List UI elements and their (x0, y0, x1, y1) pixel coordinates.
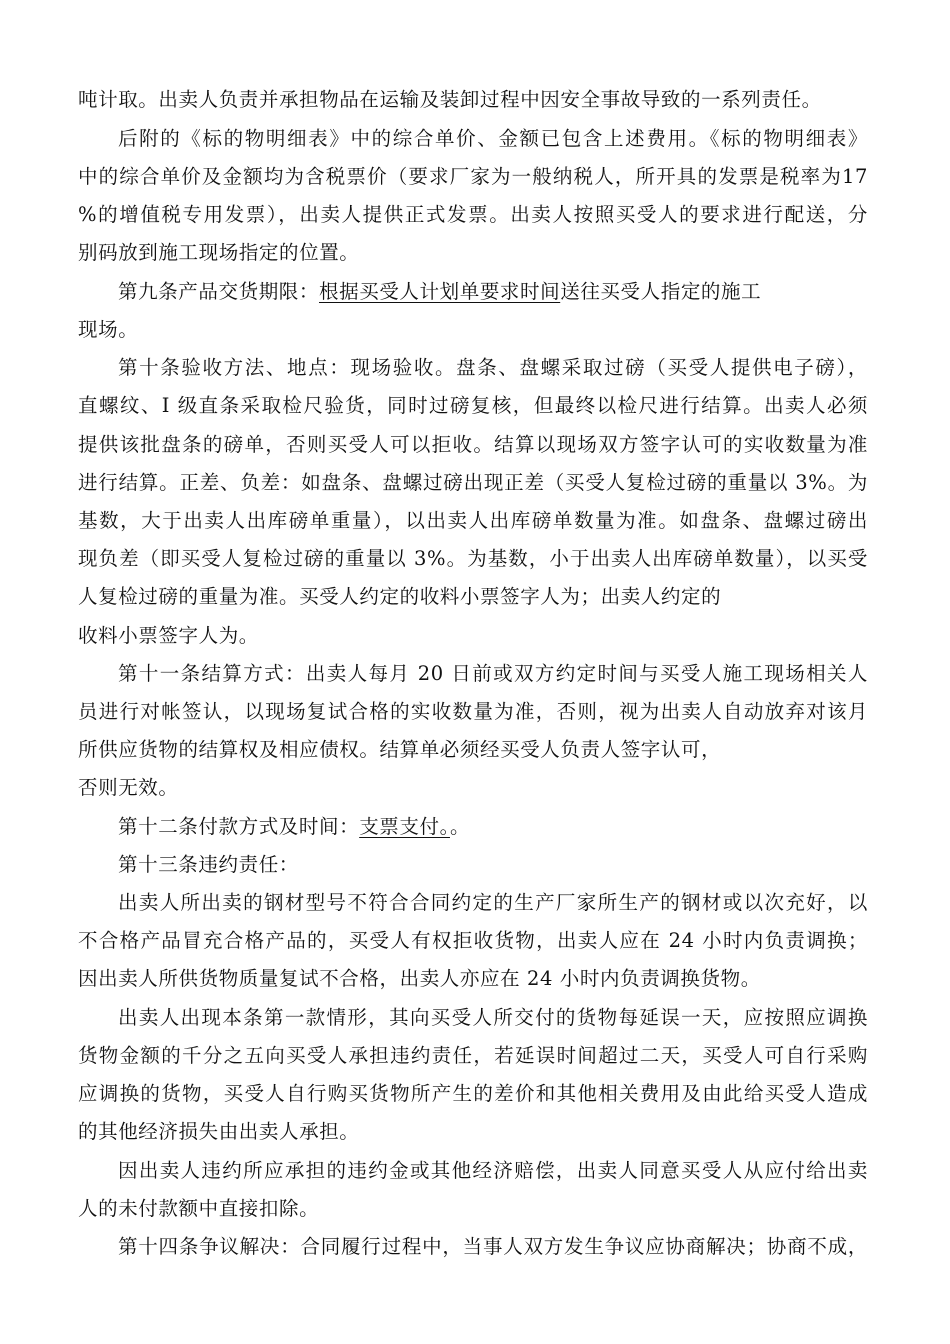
article-9-underlined-term: 根据买受人计划单要求时间 (319, 280, 561, 303)
paragraph-line: 别码放到施工现场指定的位置。 (78, 241, 360, 264)
paragraph-line: 中的综合单价及金额均为含税票价（要求厂家为一般纳税人，所开具的发票是税率为17 (78, 165, 868, 188)
article-12-label: 第十二条付款方式及时间： (118, 815, 360, 838)
paragraph-line: 因出卖人违约所应承担的违约金或其他经济赔偿，出卖人同意买受人从应付给出卖 (118, 1159, 868, 1182)
paragraph-line: 后附的《标的物明细表》中的综合单价、金额已包含上述费用。《标的物明细表》 (118, 127, 868, 150)
article-9-label: 第九条产品交货期限： (118, 280, 320, 303)
article-12-line (118, 815, 470, 839)
article-12-rest: 。 (449, 815, 471, 838)
paragraph-line: 货物金额的千分之五向买受人承担违约责任，若延误时间超过二天，买受人可自行采购 (78, 1044, 868, 1067)
article-12-underlined-term: 支票支付。 (359, 815, 450, 838)
paragraph-line: 吨计取。出卖人负责并承担物品在运输及装卸过程中因安全事故导致的一系列责任。 (78, 88, 822, 111)
paragraph-line: 直螺纹、I 级直条采取检尺验货，同时过磅复核，但最终以检尺进行结算。出卖人必须 (78, 394, 868, 417)
paragraph-line: 员进行对帐签认，以现场复试合格的实收数量为准，否则，视为出卖人自动放弃对该月 (78, 700, 868, 723)
paragraph-line: 的其他经济损失由出卖人承担。 (78, 1120, 360, 1143)
article-13-heading: 第十三条违约责任： (118, 853, 299, 876)
paragraph-line: 因出卖人所供货物质量复试不合格，出卖人亦应在 24 小时内负责调换货物。 (78, 967, 761, 990)
paragraph-line: 第十一条结算方式：出卖人每月 20 日前或双方约定时间与买受人施工现场相关人 (118, 662, 868, 685)
paragraph-line: 出卖人所出卖的钢材型号不符合合同约定的生产厂家所生产的钢材或以次充好，以 (118, 891, 868, 914)
paragraph-line: 所供应货物的结算权及相应债权。结算单必须经买受人负责人签字认可， (78, 738, 722, 761)
paragraph-line: 出卖人出现本条第一款情形，其向买受人所交付的货物每延误一天，应按照应调换 (118, 1006, 868, 1029)
paragraph-line: 提供该批盘条的磅单，否则买受人可以拒收。结算以现场双方签字认可的实收数量为准 (78, 433, 868, 456)
paragraph-line: 基数，大于出卖人出库磅单重量），以出卖人出库磅单数量为准。如盘条、盘螺过磅出 (78, 509, 868, 532)
paragraph-line: 否则无效。 (78, 776, 179, 799)
paragraph-line: %的增值税专用发票），出卖人提供正式发票。出卖人按照买受人的要求进行配送，分 (78, 203, 868, 226)
paragraph-line: 人复检过磅的重量为准。买受人约定的收料小票签字人为；出卖人约定的 (78, 585, 722, 608)
article-9-rest: 送往买受人指定的施工 (560, 280, 762, 303)
article-9-line (118, 280, 761, 304)
paragraph-line: 收料小票签字人为。 (78, 624, 259, 647)
paragraph-line: 第十四条争议解决：合同履行过程中，当事人双方发生争议应协商解决；协商不成， (118, 1235, 868, 1258)
paragraph-line: 进行结算。正差、负差：如盘条、盘螺过磅出现正差（买受人复检过磅的重量以 3%。为 (78, 471, 868, 494)
paragraph-line: 第十条验收方法、地点：现场验收。盘条、盘螺采取过磅（买受人提供电子磅）， (118, 356, 868, 379)
paragraph-line: 应调换的货物，买受人自行购买货物所产生的差价和其他相关费用及由此给买受人造成 (78, 1082, 868, 1105)
paragraph-line: 现负差（即买受人复检过磅的重量以 3%。为基数，小于出卖人出库磅单数量），以买受 (78, 547, 868, 570)
paragraph-line: 人的未付款额中直接扣除。 (78, 1197, 320, 1220)
paragraph-line: 现场。 (78, 318, 139, 341)
paragraph-line: 不合格产品冒充合格产品的，买受人有权拒收货物，出卖人应在 24 小时内负责调换； (78, 929, 868, 952)
